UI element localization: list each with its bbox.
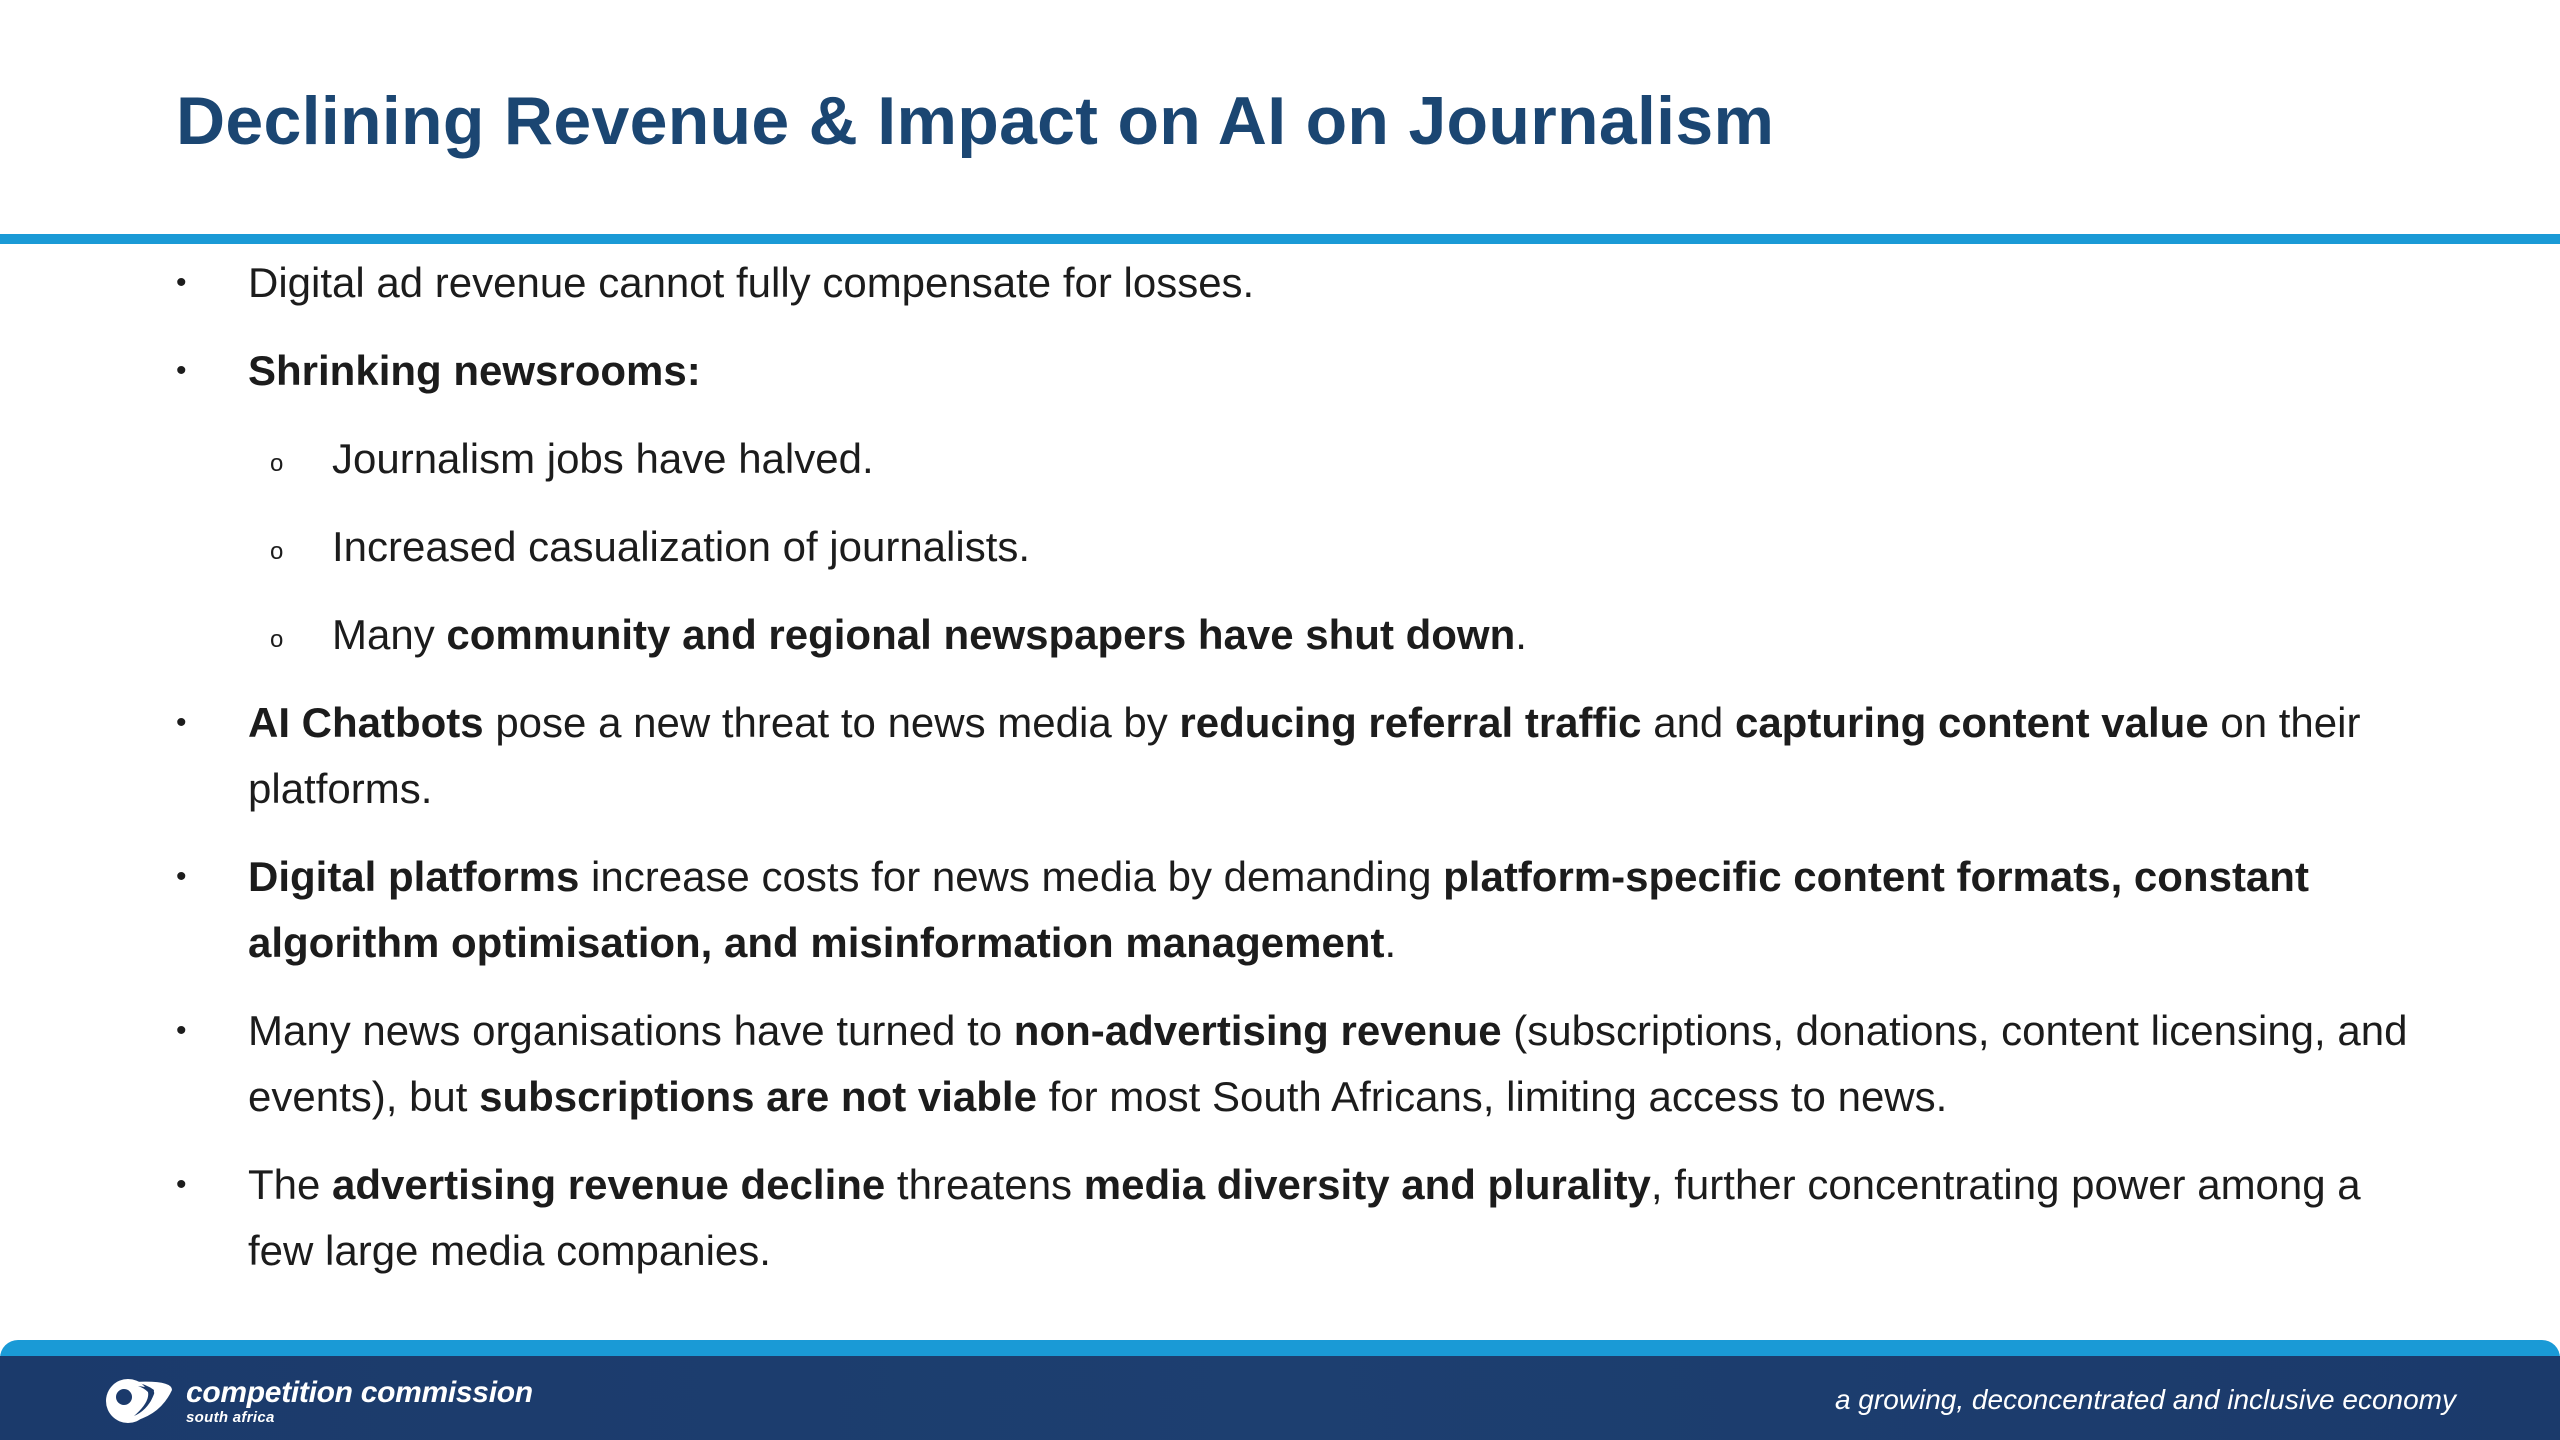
bullet-text: [248, 259, 1254, 306]
bullet-text: [332, 611, 1527, 658]
bullet-text-bold: community and regional newspapers have shut down: [446, 611, 1516, 658]
bullet-text-segment: threatens: [885, 1161, 1084, 1208]
sub-bullet-marker: o: [270, 626, 284, 653]
bullet-text: [332, 523, 1030, 570]
sub-bullet-marker: o: [270, 538, 284, 565]
bullet-text: [248, 1161, 2361, 1274]
bullet-text-bold: reducing referral traffic: [1179, 699, 1642, 746]
slide-title: Declining Revenue & Impact on AI on Journalism: [176, 83, 1775, 159]
bullet-text-bold: media diversity and plurality: [1083, 1161, 1651, 1208]
bullet-text-bold: Digital platforms: [248, 853, 580, 900]
bullet-marker: •: [176, 266, 187, 299]
bullet-marker: •: [176, 860, 187, 893]
bullet-text-segment: Many: [332, 611, 447, 658]
bullet-text-segment: for most South Africans, limiting access to news.: [1036, 1073, 1948, 1120]
bullet-text-segment: pose a new threat to news media by: [483, 699, 1180, 746]
bullet-text-segment: .: [1515, 611, 1527, 658]
bullet-item: [176, 250, 2436, 316]
bullet-text-bold: AI Chatbots: [248, 699, 484, 746]
org-subtitle: south africa: [186, 1409, 275, 1426]
bullet-text-segment: and: [1641, 699, 1735, 746]
bullet-text-bold: subscriptions are not viable: [479, 1073, 1037, 1120]
footer-tagline: a growing, deconcentrated and inclusive economy: [1834, 1384, 2456, 1415]
bullet-item: [176, 998, 2436, 1130]
bullet-text-segment: .: [1384, 919, 1397, 966]
bullet-text-segment: increase costs for news media by demanding: [579, 853, 1444, 900]
bullet-text: [248, 853, 2309, 966]
bullet-text-segment: , further concentrating power among a few large media companies.: [248, 1161, 2361, 1274]
bullet-item: [176, 844, 2436, 976]
bullet-text-segment: Digital ad revenue cannot fully compensate for losses.: [248, 259, 1255, 306]
bullet-text-bold: platform-specific content formats, constant algorithm optimisation, and misinformation management: [248, 853, 2309, 966]
org-logo-text: [186, 1376, 533, 1426]
org-name: competition commission: [186, 1376, 533, 1409]
sub-bullet-item: [176, 426, 2436, 492]
bullet-text: [248, 699, 2360, 812]
title-divider: [0, 234, 2560, 244]
bullet-item: [176, 690, 2436, 822]
bullet-list: [176, 250, 2436, 1306]
bullet-text-bold: advertising revenue decline: [332, 1161, 886, 1208]
competition-commission-logo-icon: [100, 1376, 176, 1426]
bullet-text-segment: The: [248, 1161, 333, 1208]
bullet-text-segment: on their platforms.: [248, 699, 2361, 812]
bullet-marker: •: [176, 706, 187, 739]
bullet-text: [248, 1007, 2407, 1120]
bullet-item: [176, 1152, 2436, 1284]
bullet-marker: •: [176, 354, 187, 387]
bullet-item: [176, 338, 2436, 404]
sub-bullet-item: [176, 602, 2436, 668]
bullet-marker: •: [176, 1014, 187, 1047]
bullet-text-bold: Shrinking newsrooms:: [248, 347, 701, 394]
bullet-text-segment: Increased casualization of journalists.: [332, 523, 1031, 570]
sub-bullet-marker: o: [270, 450, 284, 477]
bullet-marker: •: [176, 1168, 187, 1201]
bullet-text: [248, 347, 701, 394]
sub-bullet-item: [176, 514, 2436, 580]
bullet-text-bold: non-advertising revenue: [1013, 1007, 1502, 1054]
bullet-text-segment: Many news organisations have turned to: [248, 1007, 1014, 1054]
bullet-text-segment: Journalism jobs have halved.: [332, 435, 874, 482]
bullet-text-bold: capturing content value: [1734, 699, 2209, 746]
bullet-text-segment: (subscriptions, donations, content licensing, and events), but: [248, 1007, 2408, 1120]
bullet-text: [332, 435, 874, 482]
